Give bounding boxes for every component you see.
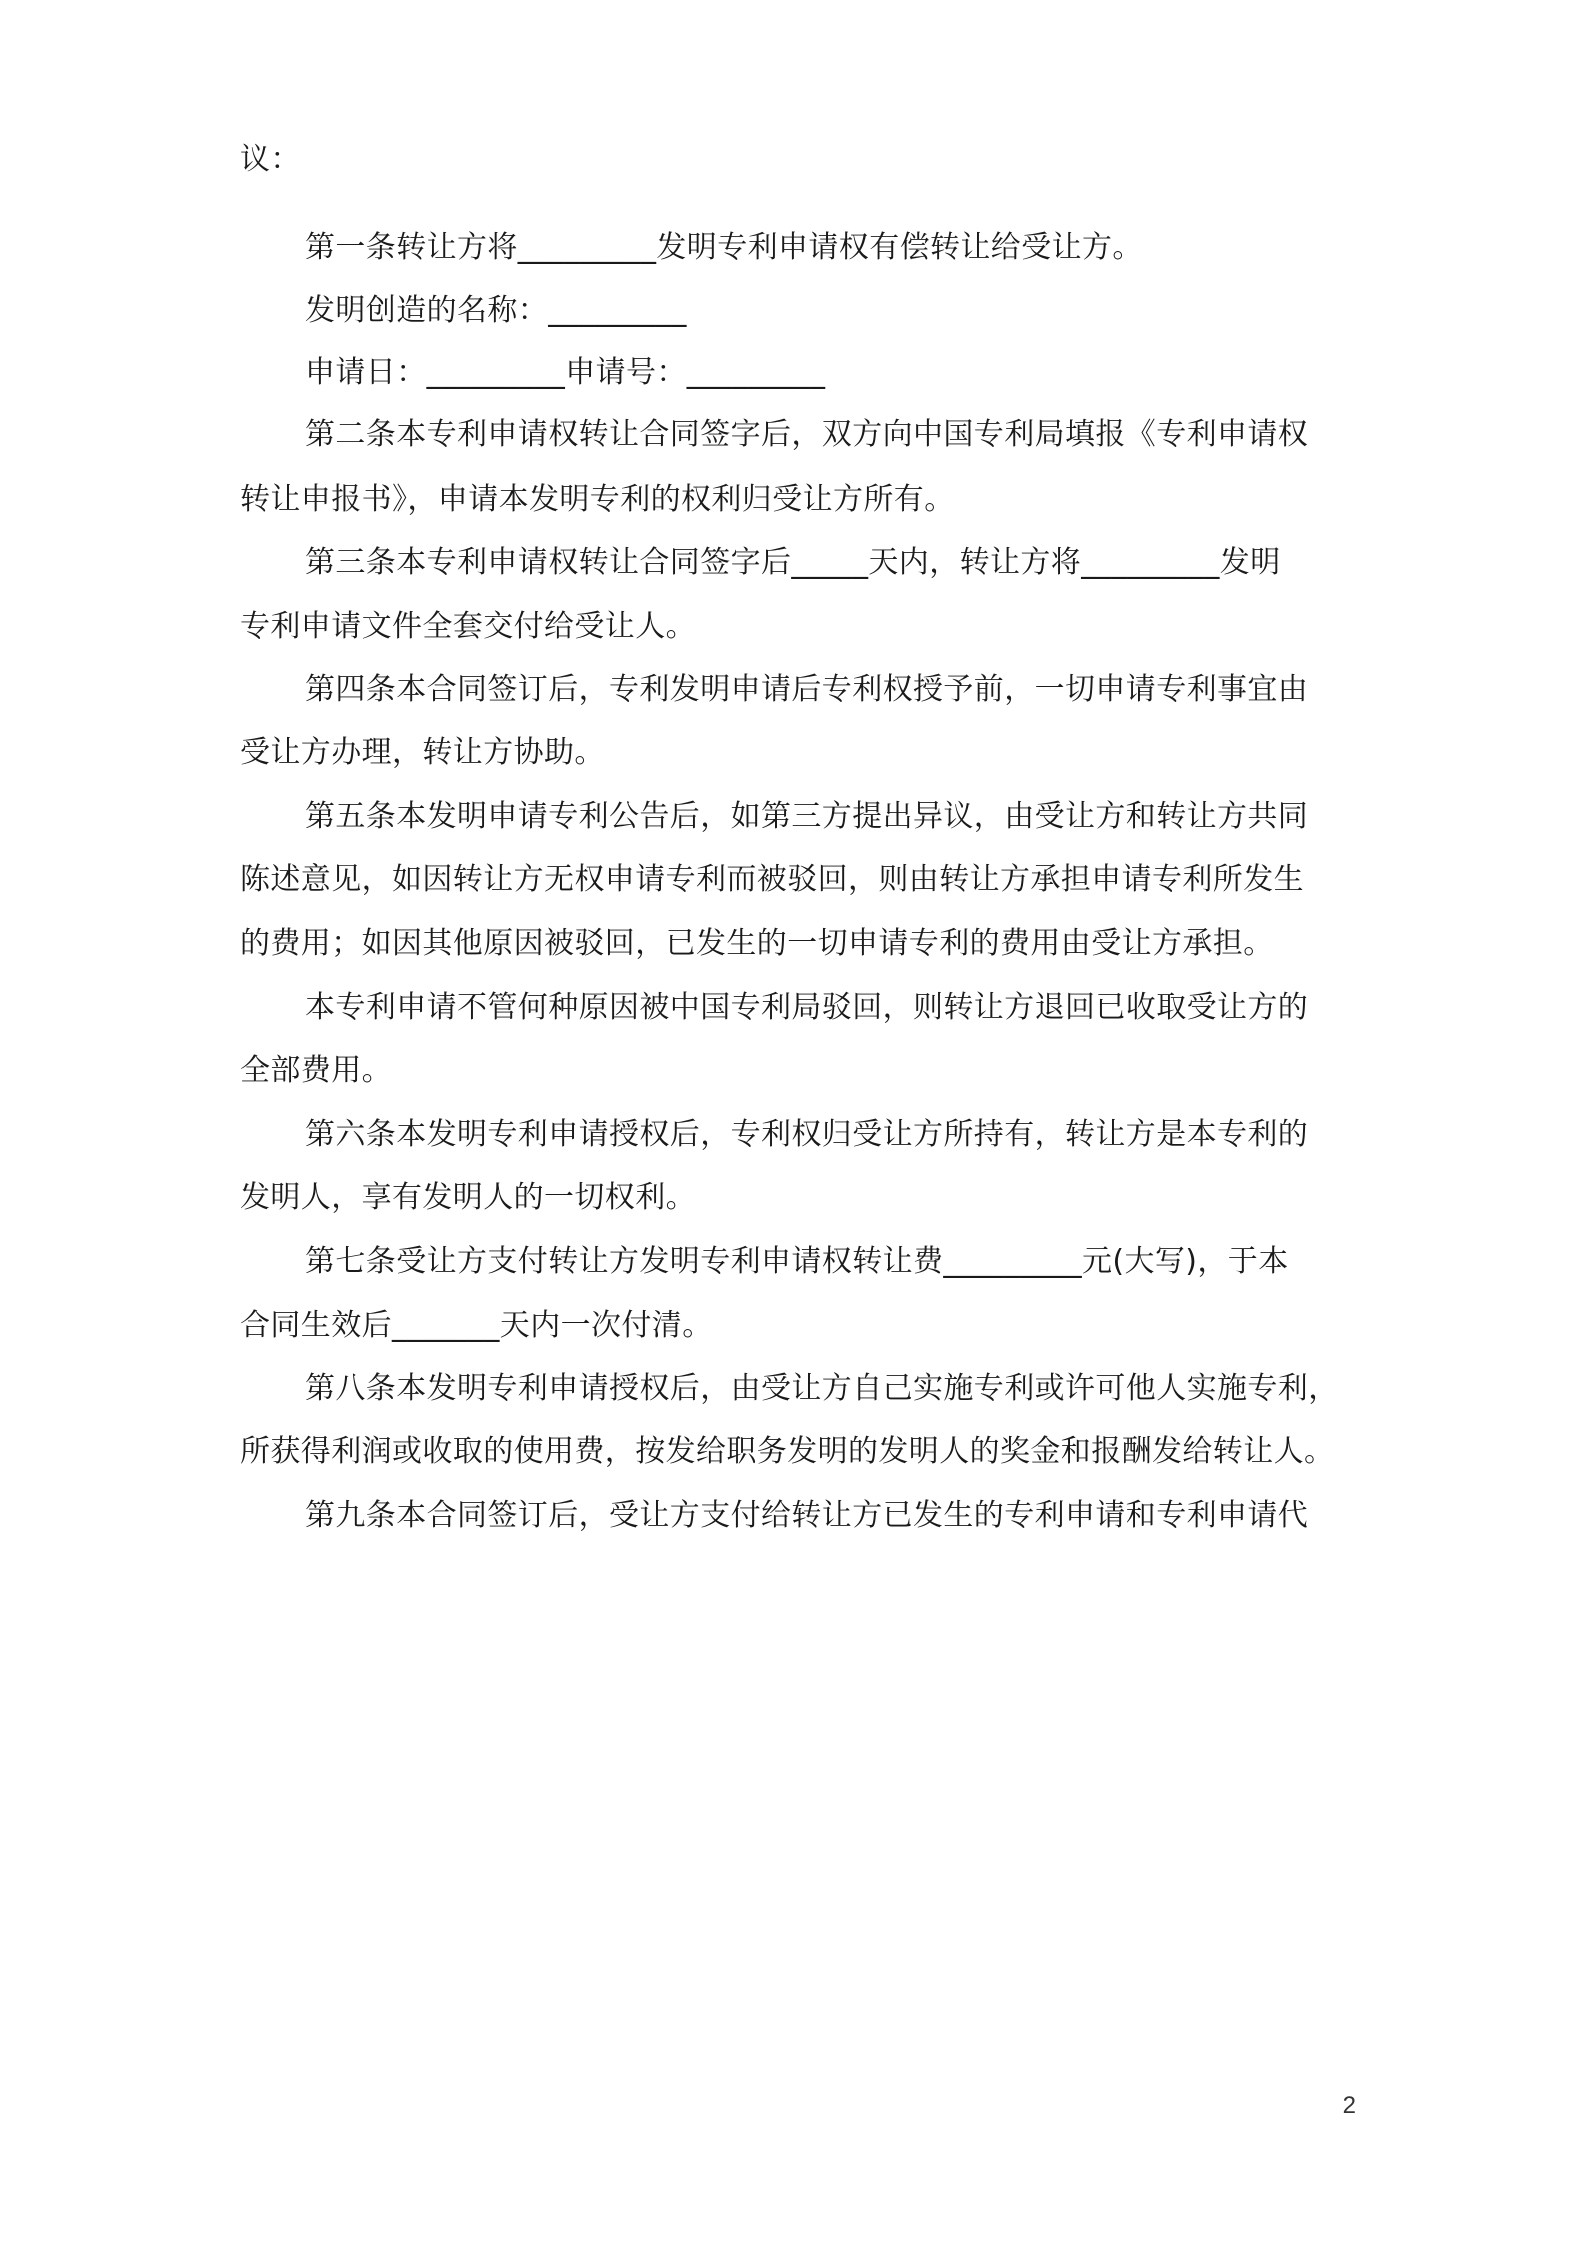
article-9-line-1: 第九条本合同签订后，受让方支付给转让方已发生的专利申请和专利申请代 bbox=[305, 1498, 1309, 1533]
article-1-text: 第一条转让方将_________发明专利申请权有偿转让给受让方。 bbox=[305, 230, 1143, 265]
application-date-number-field: 申请日：_________申请号：_________ bbox=[305, 355, 826, 390]
article-2-line-2: 转让申报书》，申请本发明专利的权利归受让方所有。 bbox=[240, 482, 955, 517]
article-6-line-2: 发明人，享有发明人的一切权利。 bbox=[240, 1180, 696, 1215]
article-5-line-1: 第五条本发明申请专利公告后，如第三方提出异议，由受让方和转让方共同 bbox=[305, 799, 1309, 834]
text-line-continuation-yi: 议： bbox=[240, 142, 301, 177]
article-3-line-2: 专利申请文件全套交付给受让人。 bbox=[240, 609, 696, 644]
invention-name-field: 发明创造的名称：_________ bbox=[305, 293, 687, 328]
article-5-line-3: 的费用；如因其他原因被驳回，已发生的一切申请专利的费用由受让方承担。 bbox=[240, 926, 1274, 961]
article-8-line-2: 所获得利润或收取的使用费，按发给职务发明的发明人的奖金和报酬发给转让人。 bbox=[240, 1434, 1335, 1469]
article-8-line-1: 第八条本发明专利申请授权后，由受让方自己实施专利或许可他人实施专利， bbox=[305, 1371, 1339, 1406]
refund-clause-line-1: 本专利申请不管何种原因被中国专利局驳回，则转让方退回已收取受让方的 bbox=[305, 990, 1309, 1025]
article-4-line-2: 受让方办理，转让方协助。 bbox=[240, 735, 605, 770]
article-2-line-1: 第二条本专利申请权转让合同签字后，双方向中国专利局填报《专利申请权 bbox=[305, 417, 1309, 452]
article-5-line-2: 陈述意见，如因转让方无权申请专利而被驳回，则由转让方承担申请专利所发生 bbox=[240, 862, 1304, 897]
article-3-line-1: 第三条本专利申请权转让合同签字后_____天内，转让方将_________发明 bbox=[305, 545, 1281, 580]
article-6-line-1: 第六条本发明专利申请授权后，专利权归受让方所持有，转让方是本专利的 bbox=[305, 1117, 1309, 1152]
article-7-line-2: 合同生效后_______天内一次付清。 bbox=[240, 1308, 713, 1343]
article-7-line-1: 第七条受让方支付转让方发明专利申请权转让费_________元(大写)，于本 bbox=[305, 1244, 1289, 1279]
page-number: 2 bbox=[1342, 2092, 1356, 2119]
refund-clause-line-2: 全部费用。 bbox=[240, 1053, 392, 1088]
article-4-line-1: 第四条本合同签订后，专利发明申请后专利权授予前，一切申请专利事宜由 bbox=[305, 672, 1309, 707]
